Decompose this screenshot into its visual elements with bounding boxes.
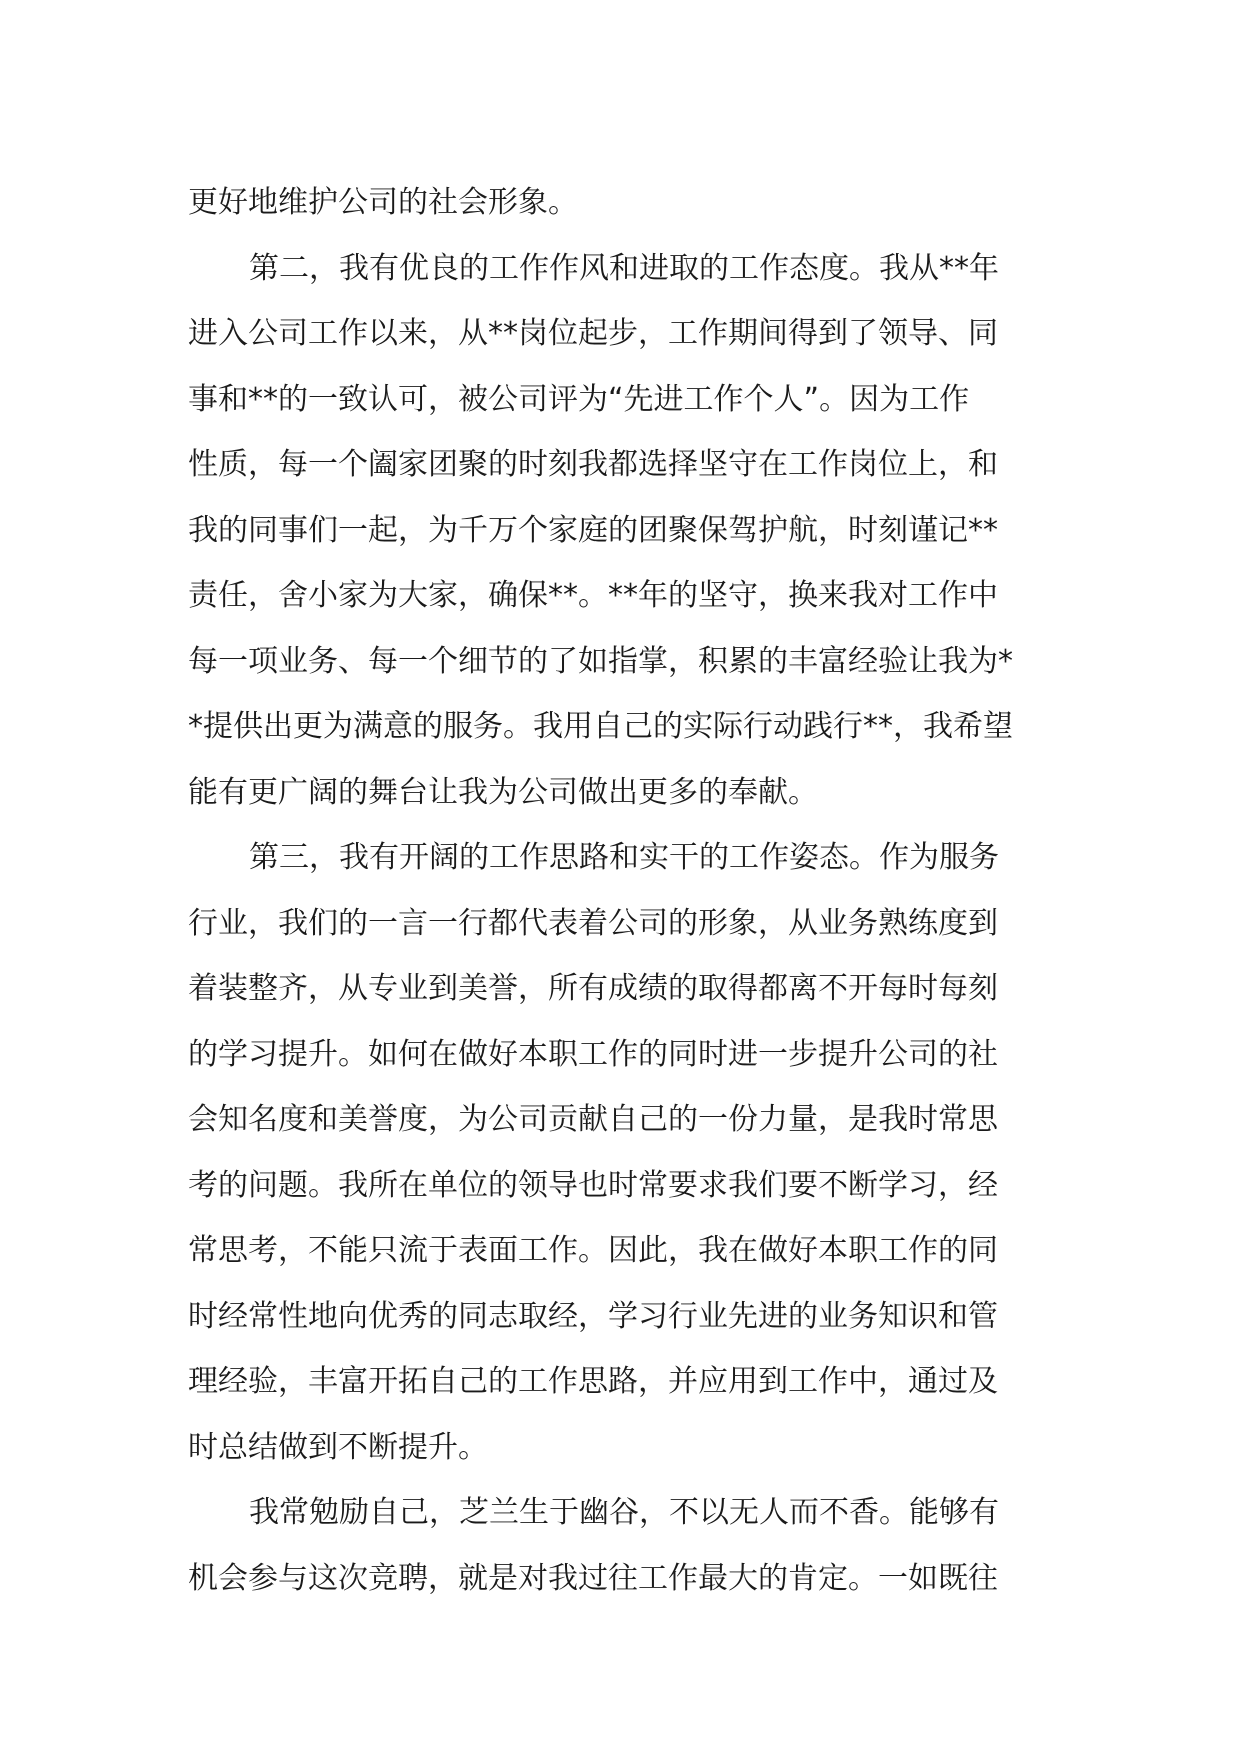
text-line: 常思考，不能只流于表面工作。因此，我在做好本职工作的同 xyxy=(188,1233,998,1268)
text-line: 事和**的一致认可，被公司评为“先进工作个人”。因为工作 xyxy=(188,381,970,417)
paragraph-start-line: 第二，我有优良的工作作风和进取的工作态度。我从**年 xyxy=(249,250,999,286)
text-line: 行业，我们的一言一行都代表着公司的形象，从业务熟练度到 xyxy=(188,905,998,941)
text-line: 时总结做到不断提升。 xyxy=(188,1429,488,1465)
paragraph-start-line: 我常勉励自己，芝兰生于幽谷，不以无人而不香。能够有 xyxy=(249,1495,999,1530)
text-line: 能有更广阔的舞台让我为公司做出更多的奉献。 xyxy=(188,774,818,810)
text-line: 责任，舍小家为大家，确保**。**年的坚守，换来我对工作中 xyxy=(188,578,998,613)
text-line: *提供出更为满意的服务。我用自己的实际行动践行**，我希望 xyxy=(188,709,1013,744)
text-line: 我的同事们一起，为千万个家庭的团聚保驾护航，时刻谨记** xyxy=(188,512,998,548)
text-line: 时经常性地向优秀的同志取经，学习行业先进的业务知识和管 xyxy=(188,1298,998,1334)
text-line: 进入公司工作以来，从**岗位起步，工作期间得到了领导、同 xyxy=(188,316,998,351)
document-body xyxy=(188,170,1060,1611)
text-line: 更好地维护公司的社会形象。 xyxy=(188,185,578,220)
text-line: 考的问题。我所在单位的领导也时常要求我们要不断学习，经 xyxy=(188,1167,998,1203)
text-line: 每一项业务、每一个细节的了如指掌，积累的丰富经验让我为* xyxy=(188,643,1013,679)
text-line: 性质，每一个阖家团聚的时刻我都选择坚守在工作岗位上，和 xyxy=(188,447,998,482)
paragraph-start-line: 第三，我有开阔的工作思路和实干的工作姿态。作为服务 xyxy=(249,840,999,875)
text-line: 理经验，丰富开拓自己的工作思路，并应用到工作中，通过及 xyxy=(188,1364,998,1399)
text-line: 着装整齐，从专业到美誉，所有成绩的取得都离不开每时每刻 xyxy=(188,971,998,1006)
text-line: 机会参与这次竞聘，就是对我过往工作最大的肯定。一如既往 xyxy=(188,1560,998,1596)
text-line: 会知名度和美誉度，为公司贡献自己的一份力量，是我时常思 xyxy=(188,1102,998,1137)
text-line: 的学习提升。如何在做好本职工作的同时进一步提升公司的社 xyxy=(188,1036,998,1072)
